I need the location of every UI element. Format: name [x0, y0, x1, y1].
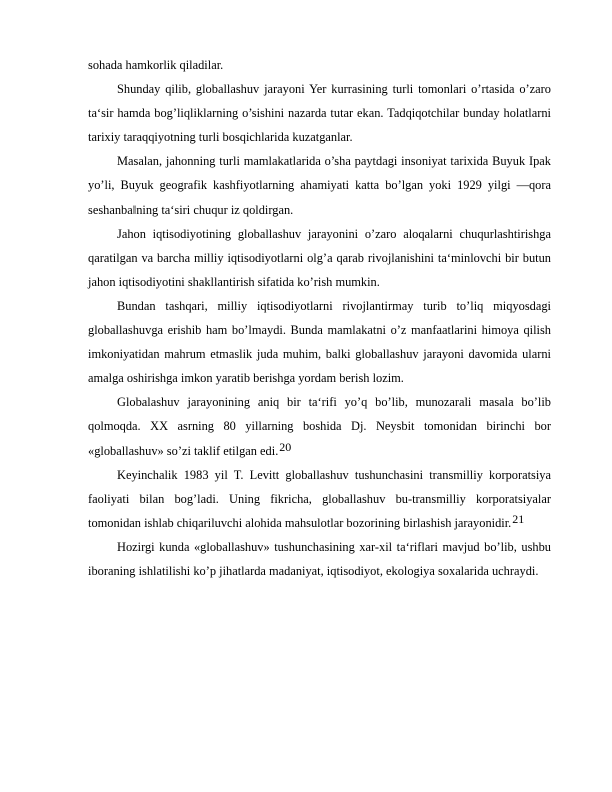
- paragraph-text: Masalan, jahonning turli mamlakatlarida o’sha paytdagi insoniyat tarixida Buyuk Ipak yo’li, Buyuk geografik kashfiyotlarning ahamiyati katta bo’lgan yoki 1929 yilgi ―qora seshanba‖ning ta‘siri chuqur iz qoldirgan.: [88, 154, 551, 217]
- footnote-ref-20[interactable]: 20: [279, 439, 292, 454]
- paragraph-historical-examples: [88, 149, 551, 221]
- paragraph-levitt: [88, 463, 551, 535]
- paragraph-current-definitions: [88, 535, 551, 583]
- paragraph-text: Keyinchalik 1983 yil T. Levitt globallashuv tushunchasini transmilliy korporatsiya faoliyati bilan bog’ladi. Uning fikricha, globallashuv bu-transmilliy korporatsiyalar tomonidan ishlab chiqariluvchi alohida mahsulotlar bozorining birlashish jarayonidir.: [88, 467, 551, 530]
- paragraph-text: Hozirgi kunda «globallashuv» tushunchasining xar-xil ta‘riflari mavjud bo’lib, ushbu iboraning ishlatilishi ko’p jihatlarda madaniyat, iqtisodiyot, ekologiya soxalarida uchraydi.: [88, 539, 551, 578]
- paragraph-national-economies: [88, 294, 551, 390]
- paragraph-text: sohada hamkorlik qiladilar.: [88, 58, 224, 72]
- paragraph-text: Jahon iqtisodiyotining globallashuv jarayonini o’zaro aloqalarni chuqurlashtirishga qaratilgan va barcha milliy iqtisodiyotlarni olg’a qarab rivojlanishini ta‘minlovchi bir butun jahon iqtisodiyotini shakllantirish sifatida ko’rish mumkin.: [88, 226, 551, 289]
- paragraph-text: Globalashuv jarayonining aniq bir ta‘rifi yo’q bo’lib, munozarali masala bo’lib qolmoqda. XX asrning 80 yillarning boshida Dj. Neysbit tomonidan birinchi bor «globallashuv» so’zi taklif etilgan edi.: [88, 395, 551, 458]
- footnote-ref-21[interactable]: 21: [512, 511, 525, 526]
- paragraph-continuation: [88, 53, 551, 77]
- paragraph-text: Bundan tashqari, milliy iqtisodiyotlarni rivojlantirmay turib to’liq miqyosdagi globallashuvga erishib ham bo’lmaydi. Bunda mamlakatni o’z manfaatlarini himoya qilish imkoniyatidan mahrum etmaslik juda muhim, balki globallashuv jarayoni davomida ularni amalga oshirishga imkon yaratib berishga yordam berish lozim.: [88, 298, 551, 386]
- paragraph-definition-debate: [88, 390, 551, 462]
- paragraph-globalization-intro: [88, 77, 551, 149]
- document-page: [88, 53, 551, 583]
- paragraph-text: Shunday qilib, globallashuv jarayoni Yer kurrasining turli tomonlari o’rtasida o’zaro ta‘sir hamda bog’liqliklarning o’sishini nazarda tutar ekan. Tadqiqotchilar bunday holatlarni tarixiy taraqqiyotning turli bosqichlarida kuzatganlar.: [88, 82, 551, 145]
- paragraph-world-economy: [88, 222, 551, 294]
